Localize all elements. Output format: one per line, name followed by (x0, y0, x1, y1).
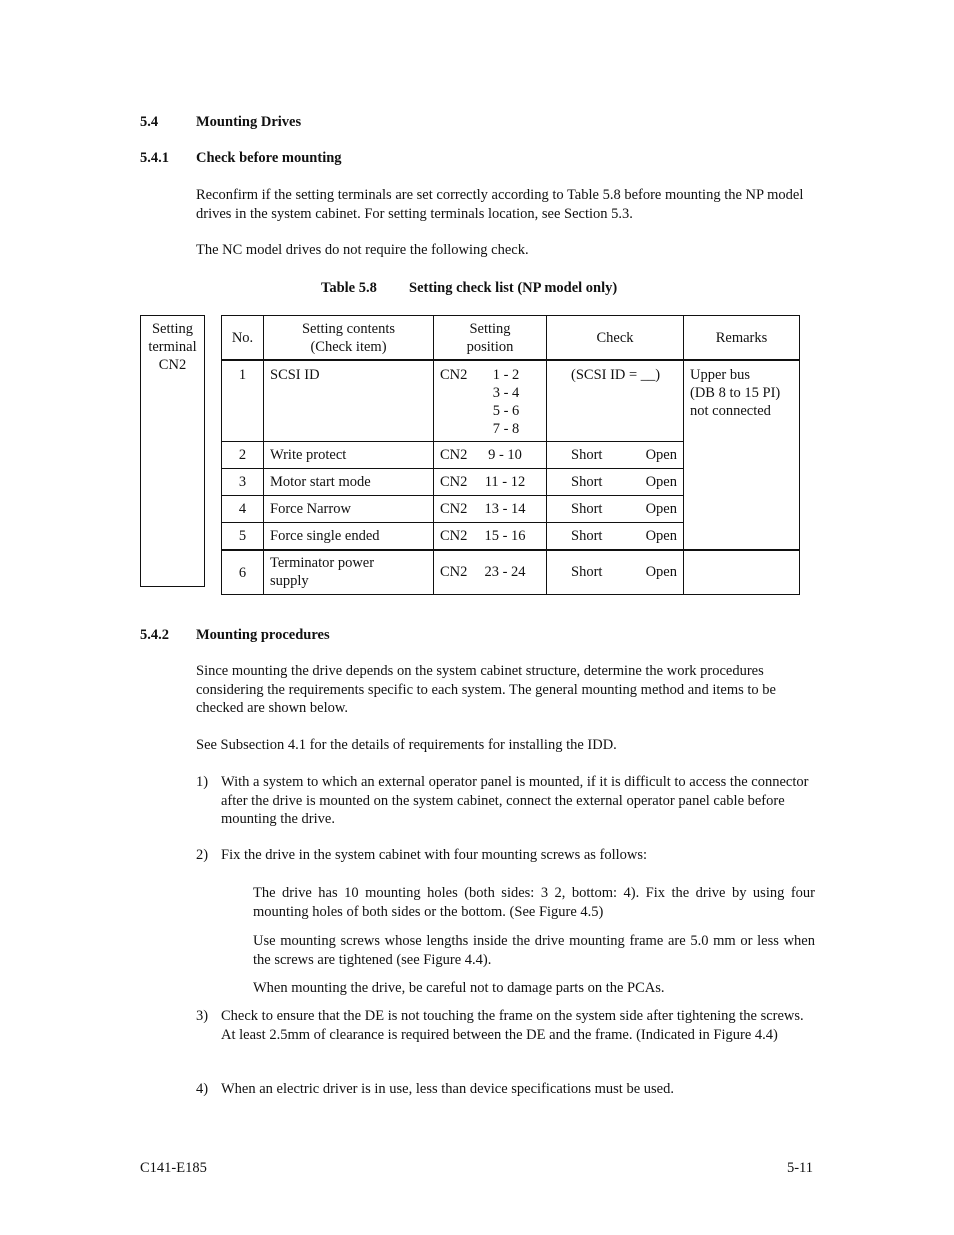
row5-check (547, 523, 684, 551)
procedure-item-2-number: 2) (196, 847, 209, 863)
row5-no: 5 (222, 523, 264, 551)
procedure-item-1-number: 1) (196, 774, 209, 790)
procedure-item-4-number: 4) (196, 1081, 209, 1097)
row6-cn: CN2 (440, 564, 468, 580)
subsection1-number: 5.4.1 (140, 150, 169, 166)
row6-contents-line2: supply (270, 573, 309, 589)
row6-open: Open (645, 564, 677, 580)
row5-position (434, 523, 547, 551)
row2-cn: CN2 (440, 447, 468, 463)
row5-short: Short (571, 528, 603, 544)
row1-remarks (684, 360, 800, 550)
row6-pins: 23 - 24 (484, 564, 526, 580)
subsection2-number: 5.4.2 (140, 627, 169, 643)
subsection2-para2: See Subsection 4.1 for the details of requirements for installing the IDD. (196, 737, 617, 753)
subsection1-para1: Reconfirm if the setting terminals are set correctly according to Table 5.8 before mounting the NP model drives in the system cabinet. For setting terminals location, see Section 5.3. (196, 187, 804, 222)
row2-position (434, 442, 547, 469)
footer-page-number: 5-11 (786, 1160, 813, 1176)
header-position-line2: position (466, 338, 514, 355)
section-number: 5.4 (140, 114, 159, 130)
row4-no: 4 (222, 496, 264, 523)
table-caption-number: Table 5.8 (321, 280, 377, 296)
header-position (434, 316, 547, 361)
procedure-item-2-text: Fix the drive in the system cabinet with four mounting screws as follows: (221, 847, 648, 863)
row4-position (434, 496, 547, 523)
row5-open: Open (645, 528, 677, 544)
row1-pin-3: 5 - 6 (492, 403, 520, 419)
row3-open: Open (645, 474, 677, 490)
row6-short: Short (571, 564, 603, 580)
header-contents (264, 316, 434, 361)
setting-terminal-label-3: CN2 (158, 357, 187, 373)
row4-contents: Force Narrow (264, 496, 434, 523)
row2-open: Open (645, 447, 677, 463)
row2-no: 2 (222, 442, 264, 469)
row1-pin-2: 3 - 4 (492, 385, 520, 401)
remarks-line2: (DB 8 to 15 PI) (690, 385, 781, 401)
row4-cn: CN2 (440, 501, 468, 517)
header-position-line1: Setting (469, 320, 511, 337)
subsection1-para2: The NC model drives do not require the following check. (196, 242, 529, 258)
section-title: Mounting Drives (196, 114, 302, 130)
row5-pins: 15 - 16 (484, 528, 526, 544)
row4-short: Short (571, 501, 603, 517)
row2-check (547, 442, 684, 469)
row3-contents: Motor start mode (264, 469, 434, 496)
setting-terminal-box (140, 315, 205, 587)
setting-check-table (221, 315, 800, 595)
row6-remarks (684, 550, 800, 595)
row6-position (434, 550, 547, 595)
row3-cn: CN2 (440, 474, 468, 490)
remarks-line3: not connected (690, 403, 771, 419)
procedure-sub-item-3: When mounting the drive, be careful not to damage parts on the PCAs. (253, 980, 665, 996)
table-row (222, 550, 800, 595)
row1-cn: CN2 (440, 367, 468, 383)
row5-contents: Force single ended (264, 523, 434, 551)
footer-doc-id: C141-E185 (140, 1160, 207, 1176)
row4-check (547, 496, 684, 523)
row1-position (434, 360, 547, 442)
procedure-item-3-text: Check to ensure that the DE is not touching the frame on the system side after tightening the screws. At least 2.5mm of clearance is required between the DE and the frame. (Indicated in Figure 4.4) (221, 1008, 804, 1043)
row1-contents: SCSI ID (264, 360, 434, 442)
row3-position (434, 469, 547, 496)
header-contents-line2: (Check item) (310, 338, 387, 355)
row1-no: 1 (222, 360, 264, 442)
procedure-sub-item-2: Use mounting screws whose lengths inside the drive mounting frame are 5.0 mm or less when the screws are tightened (see Figure 4.4). (253, 933, 815, 968)
row4-open: Open (645, 501, 677, 517)
header-contents-line1: Setting contents (301, 320, 396, 337)
row1-check: (SCSI ID = __) (547, 360, 684, 442)
remarks-line1: Upper bus (690, 367, 751, 383)
row2-pins: 9 - 10 (488, 447, 522, 463)
row6-check (547, 550, 684, 595)
row6-no: 6 (222, 550, 264, 595)
procedure-item-1-text: With a system to which an external operator panel is mounted, if it is difficult to access the connector after the drive is mounted on the system cabinet, connect the external operator panel cable before mounting the drive. (221, 774, 809, 827)
header-check: Check (547, 316, 684, 361)
setting-terminal-label-2: terminal (148, 339, 197, 355)
row1-pin-1: 1 - 2 (492, 367, 520, 383)
row2-contents: Write protect (264, 442, 434, 469)
setting-terminal-label-1: Setting (151, 321, 194, 337)
subsection2-title: Mounting procedures (196, 627, 330, 643)
table-row (222, 360, 800, 442)
table-header-row (222, 316, 800, 361)
table-caption-title: Setting check list (NP model only) (409, 280, 618, 296)
subsection1-title: Check before mounting (196, 150, 342, 166)
row1-pin-4: 7 - 8 (492, 421, 520, 437)
header-remarks: Remarks (684, 316, 800, 361)
row6-contents (264, 550, 434, 595)
row3-pins: 11 - 12 (484, 474, 526, 490)
row3-check (547, 469, 684, 496)
procedure-sub-item-1: The drive has 10 mounting holes (both sides: 3 2, bottom: 4). Fix the drive by using four mounting holes of both sides or the bottom. (See Figure 4.5) (253, 885, 815, 920)
header-no: No. (222, 316, 264, 361)
procedure-item-3-number: 3) (196, 1008, 209, 1024)
row4-pins: 13 - 14 (484, 501, 526, 517)
row3-short: Short (571, 474, 603, 490)
subsection2-para1: Since mounting the drive depends on the system cabinet structure, determine the work procedures considering the requirements specific to each system. The general mounting method and items to be checked are shown below. (196, 663, 776, 716)
row2-short: Short (571, 447, 603, 463)
procedure-item-4-text: When an electric driver is in use, less than device specifications must be used. (221, 1081, 674, 1097)
row5-cn: CN2 (440, 528, 468, 544)
row6-contents-line1: Terminator power (270, 555, 375, 571)
row3-no: 3 (222, 469, 264, 496)
